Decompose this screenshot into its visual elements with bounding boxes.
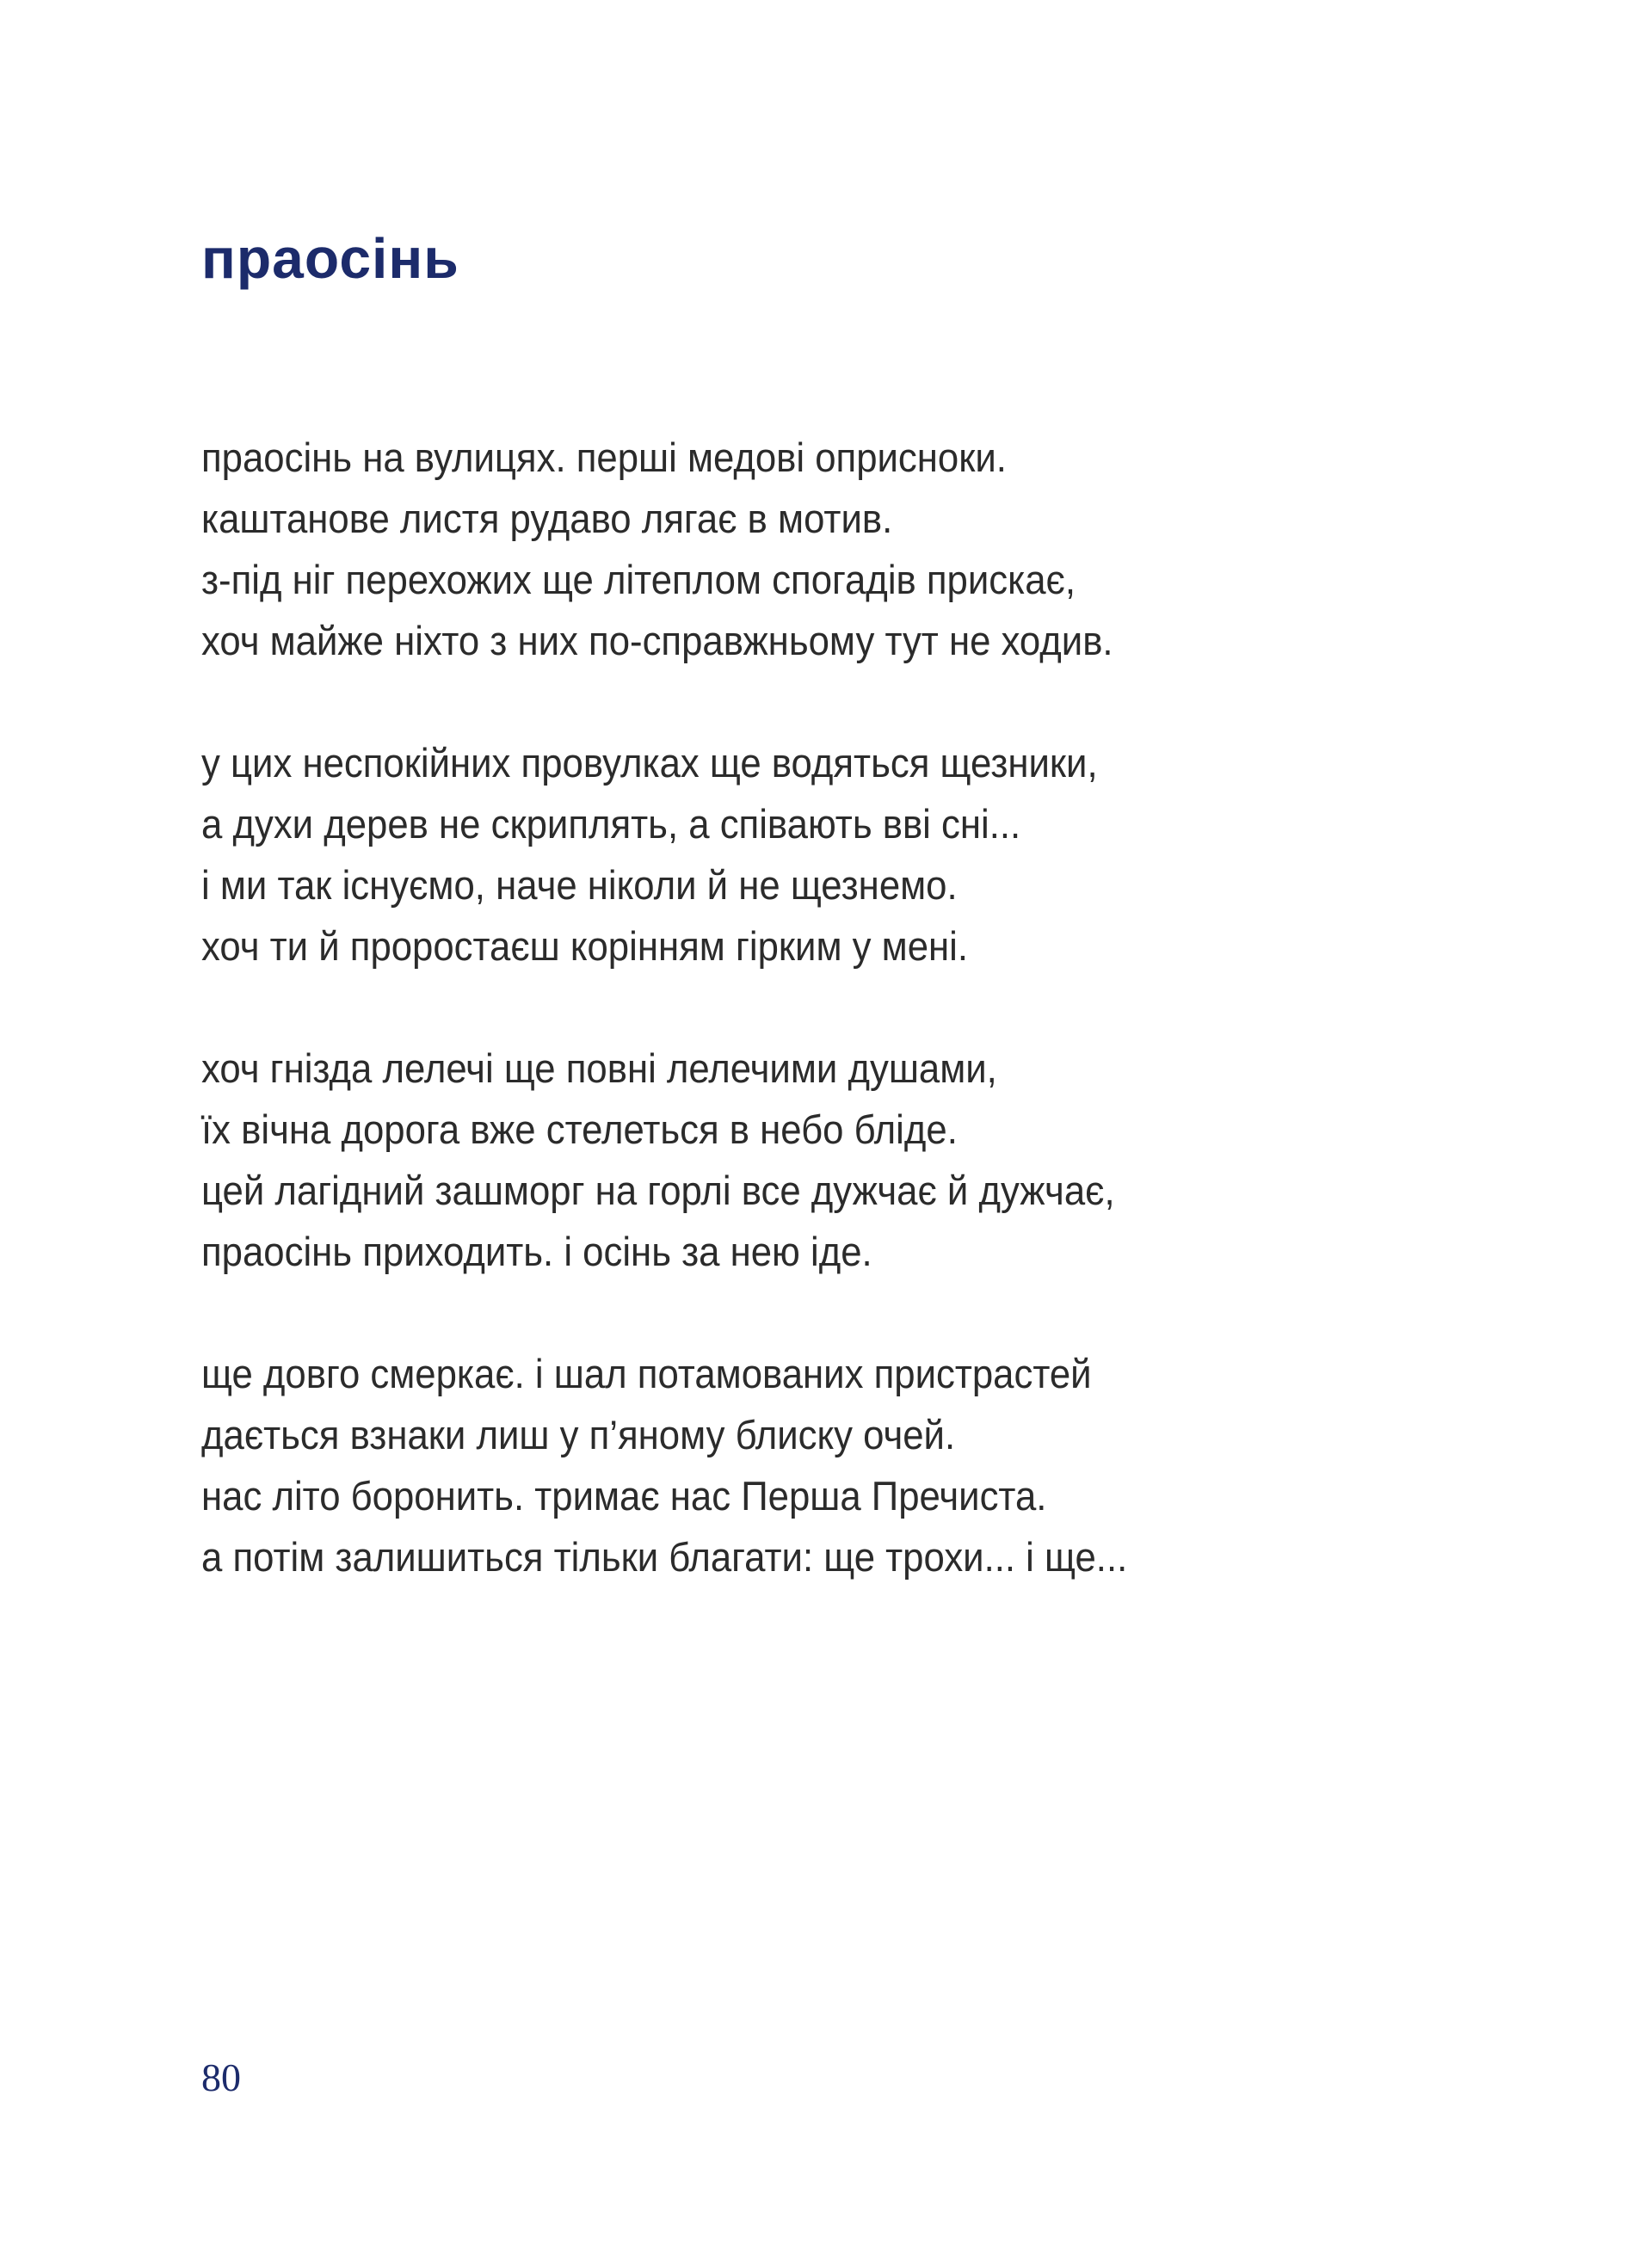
page-number: 80 bbox=[201, 2055, 241, 2099]
poem-line: праосінь на вулицях. перші медові оприсноки. bbox=[201, 434, 1007, 480]
poem-line: з-під ніг перехожих ще літеплом спогадів прискає, bbox=[201, 557, 1076, 602]
poem-title: праосінь bbox=[201, 226, 459, 290]
stanza-3 bbox=[201, 1038, 1197, 1282]
poem-line: цей лагідний зашморг на горлі все дужчає й дужчає, bbox=[201, 1168, 1115, 1213]
poem-line: ще довго смеркає. і шал потамованих пристрастей bbox=[201, 1351, 1092, 1396]
stanza-1 bbox=[201, 427, 1197, 671]
poem-line: хоч ти й проростаєш корінням гірким у мені. bbox=[201, 923, 969, 969]
poem-line: у цих неспокійних провулках ще водяться щезники, bbox=[201, 740, 1098, 786]
poem-line: їх вічна дорога вже стелеться в небо бліде. bbox=[201, 1106, 958, 1152]
poem-line: хоч гнізда лелечі ще повні лелечими душами, bbox=[201, 1045, 997, 1091]
poem-line: хоч майже ніхто з них по-справжньому тут не ходив. bbox=[201, 618, 1113, 663]
poem-line: каштанове листя рудаво лягає в мотив. bbox=[201, 496, 893, 541]
poem-line: і ми так існуємо, наче ніколи й не щезнемо. bbox=[201, 862, 958, 908]
poem-line: а духи дерев не скриплять, а співають вві сні... bbox=[201, 801, 1021, 847]
poem-line: а потім залишиться тільки благати: ще трохи... і ще... bbox=[201, 1534, 1128, 1580]
poem-line: дається взнаки лиш у п’яному блиску очей. bbox=[201, 1412, 956, 1457]
stanza-2 bbox=[201, 732, 1197, 977]
stanza-4 bbox=[201, 1343, 1197, 1587]
poem-line: праосінь приходить. і осінь за нею іде. bbox=[201, 1229, 872, 1274]
poem-body bbox=[201, 427, 1197, 1648]
poem-line: нас літо боронить. тримає нас Перша Пречиста. bbox=[201, 1473, 1047, 1519]
